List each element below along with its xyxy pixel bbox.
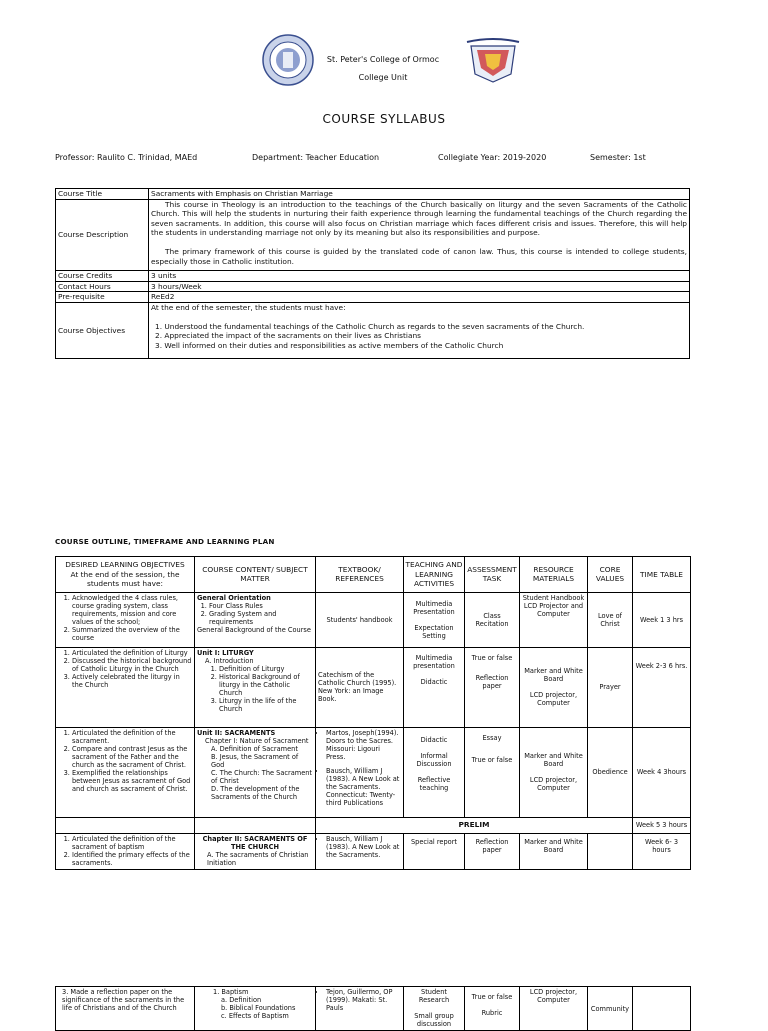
contact-hours-row — [56, 281, 690, 292]
list-item: LCD projector, Computer — [529, 776, 578, 793]
resource-cell — [520, 727, 588, 817]
objectives-cell — [56, 833, 195, 869]
course-credits-label: Course Credits — [56, 271, 149, 282]
list-item: Reflection paper — [475, 673, 509, 690]
course-title-value: Sacraments with Emphasis on Christian Marriage — [149, 189, 690, 200]
list-item: Didactic — [420, 735, 448, 744]
list-item: Informal Discussion — [416, 751, 452, 768]
content-extra: General Background of the Course — [197, 625, 311, 634]
list-item: Student Research — [418, 988, 450, 1004]
list-item: 2. Compare and contrast Jesus as the sacrament of the Father and the church as the sacrament of Christ. — [72, 745, 192, 769]
list-item: 1. Acknowledged the 4 class rules, course grading system, class requirements, mission and core values of the school; — [72, 594, 192, 626]
course-objectives-row — [56, 302, 690, 358]
collegiate-year-info: Collegiate Year: 2019-2020 — [438, 153, 547, 162]
core-cell: Prayer — [588, 647, 633, 727]
table-row — [56, 833, 691, 869]
content-title: Unit II: SACRAMENTS — [197, 728, 276, 737]
description-paragraph: This course in Theology is an introduction to the teachings of the Church basically on liturgy and the seven Sacraments of the Catholic Church. This will help the students in nurturing their faith experience through learning the fundamental teachings of the Church regarding the seven sacraments. In addition, this course will also focus on Christian marriage which faces different crisis and issues. Therefore, this will help the students in understanding marriage not only by its meaning but also its responsibilities and purpose. — [151, 199, 687, 238]
list-item: C. The Church: The Sacrament of Christ — [211, 768, 313, 785]
course-description-row — [56, 199, 690, 271]
time-cell: Week 4 3hours — [633, 727, 691, 817]
list-item: • Tejon, Guillermo, OP (1999). Makati: St. Pauls — [326, 988, 401, 1012]
list-item: 1. Articulated the definition of Liturgy — [72, 649, 192, 657]
assessment-cell: Reflection paper — [465, 833, 520, 869]
content-sub: A. Introduction — [205, 656, 254, 665]
content-title: Chapter II: SACRAMENTS OF THE CHURCH — [202, 834, 308, 851]
objectives-cell — [56, 727, 195, 817]
content-title: General Orientation — [197, 593, 271, 602]
contact-hours-label: Contact Hours — [56, 281, 149, 292]
list-item: c. Effects of Baptism — [221, 1012, 289, 1020]
prerequisite-row — [56, 292, 690, 303]
list-item: Multimedia presentation — [413, 653, 455, 670]
list-item: 1. Baptism — [213, 988, 249, 996]
textbook-cell — [316, 833, 404, 869]
prerequisite-value: ReEd2 — [149, 292, 690, 303]
teaching-cell — [404, 592, 465, 647]
core-cell: Love of Christ — [588, 592, 633, 647]
time-cell: Week 5 3 hours — [633, 817, 691, 833]
content-cell — [195, 647, 316, 727]
header-row — [56, 557, 691, 593]
col-core: CORE VALUES — [588, 557, 633, 593]
list-item: • Martos, Joseph(1994). Doors to the Sacres. Missouri: Ligouri Press. — [326, 729, 401, 761]
list-item: 1. Four Class Rules — [209, 602, 313, 610]
list-item: 2. Discussed the historical background of Catholic Liturgy in the Church — [72, 657, 192, 673]
content-cell — [195, 833, 316, 869]
resource-cell: Student Handbook LCD Projector and Computer — [520, 592, 588, 647]
list-item: 1. Articulated the definition of the sacrament of baptism — [72, 835, 192, 851]
core-cell — [588, 833, 633, 869]
col-objectives-title: DESIRED LEARNING OBJECTIVES — [65, 560, 185, 569]
list-item: 1. Definition of Liturgy — [219, 665, 313, 673]
learning-plan-table — [55, 556, 691, 870]
school-seal-logo — [262, 34, 314, 86]
resource-cell: LCD projector, Computer — [520, 987, 588, 1031]
list-item: 2. Identified the primary effects of the sacraments. — [72, 851, 192, 867]
page-title: COURSE SYLLABUS — [322, 112, 446, 126]
contact-hours-value: 3 hours/Week — [149, 281, 690, 292]
course-title-row — [56, 189, 690, 200]
objectives-cell — [56, 647, 195, 727]
col-time: TIME TABLE — [633, 557, 691, 593]
list-item: Marker and White Board — [524, 752, 583, 769]
empty-cell — [56, 817, 195, 833]
col-teaching: TEACHING AND LEARNING ACTIVITIES — [404, 557, 465, 593]
objective-item: 3. Well informed on their duties and responsibilities as active members of the Catholic Church — [155, 340, 504, 350]
list-item: 2. Historical Background of liturgy in the Catholic Church — [219, 673, 313, 697]
list-item: b. Biblical Foundations — [221, 1004, 296, 1012]
resource-cell — [520, 647, 588, 727]
course-title-label: Course Title — [56, 189, 149, 200]
department-info: Department: Teacher Education — [252, 153, 380, 162]
content-cell — [195, 592, 316, 647]
content-title: Unit I: LITURGY — [197, 648, 254, 657]
col-objectives-subtitle: At the end of the session, the students must have: — [70, 569, 180, 589]
learning-plan-table-continued — [55, 986, 691, 1031]
list-item: Small group discussion — [414, 1012, 454, 1028]
objective-item: 2. Appreciated the impact of the sacraments on their lives as Christians — [155, 331, 422, 341]
list-item: D. The development of the Sacraments of the Church — [211, 784, 300, 801]
list-item: True or false — [471, 993, 513, 1001]
list-item: 3. Actively celebrated the liturgy in the Church — [72, 673, 192, 689]
list-item: Rubric — [481, 1009, 503, 1017]
list-item: A. The sacraments of Christian Initiation — [207, 850, 309, 867]
outline-heading: COURSE OUTLINE, TIMEFRAME AND LEARNING PLAN — [55, 537, 275, 546]
semester-info: Semester: 1st — [590, 153, 646, 162]
col-textbook: TEXTBOOK/ REFERENCES — [316, 557, 404, 593]
list-item: Didactic — [420, 677, 448, 686]
course-description-value — [149, 199, 690, 271]
course-credits-value: 3 units — [149, 271, 690, 282]
objectives-cell — [56, 592, 195, 647]
list-item: True or false — [471, 755, 513, 764]
empty-cell — [195, 817, 316, 833]
list-item: 3. Exemplified the relationships between Jesus as sacrament of God and church as sacrament of Christ. — [72, 769, 192, 793]
assessment-cell — [465, 647, 520, 727]
resource-cell: Marker and White Board — [520, 833, 588, 869]
course-objectives-label: Course Objectives — [56, 302, 149, 358]
table-row — [56, 727, 691, 817]
textbook-cell: Catechism of the Catholic Church (1995). New York: an Image Book. — [316, 647, 404, 727]
list-item: • Bausch, William J (1983). A New Look at the Sacraments. Connecticut: Twenty-third Publications — [326, 767, 401, 807]
course-description-label: Course Description — [56, 199, 149, 271]
assessment-cell: Class Recitation — [465, 592, 520, 647]
course-info-table — [55, 188, 690, 359]
col-resource: RESOURCE MATERIALS — [520, 557, 588, 593]
list-item: 3. Liturgy in the life of the Church — [219, 697, 313, 713]
table-row — [56, 647, 691, 727]
objectives-intro: At the end of the semester, the students must have: — [151, 302, 346, 312]
prerequisite-label: Pre-requisite — [56, 292, 149, 303]
core-cell: Community — [588, 987, 633, 1031]
list-item: B. Jesus, the Sacrament of God — [211, 752, 299, 769]
list-item: Essay — [482, 733, 502, 742]
table-row — [56, 592, 691, 647]
description-paragraph: The primary framework of this course is guided by the translated code of canon law. Thus, this course is intended to college students, especially those in Catholic institution. — [151, 246, 687, 266]
content-cell — [195, 727, 316, 817]
crest-logo — [465, 38, 521, 84]
course-credits-row — [56, 271, 690, 282]
teaching-cell — [404, 727, 465, 817]
school-name: St. Peter's College of Ormoc — [326, 55, 440, 64]
list-item: 1. Articulated the definition of the sacrament. — [72, 729, 192, 745]
assessment-cell — [465, 727, 520, 817]
core-cell: Obedience — [588, 727, 633, 817]
col-assessment: ASSESSMENT TASK — [465, 557, 520, 593]
list-item: Multimedia Presentation — [413, 599, 455, 616]
textbook-cell: Students' handbook — [316, 592, 404, 647]
col-content: COURSE CONTENT/ SUBJECT MATTER — [195, 557, 316, 593]
col-objectives — [56, 557, 195, 593]
professor-info: Professor: Raulito C. Trinidad, MAEd — [55, 153, 198, 162]
teaching-cell: Special report — [404, 833, 465, 869]
time-cell: Week 1 3 hrs — [633, 592, 691, 647]
list-item: LCD projector, Computer — [529, 691, 578, 708]
list-item: 2. Grading System and requirements — [209, 610, 313, 626]
list-item: 3. Made a reflection paper on the significance of the sacraments in the life of Christians and of the Church — [62, 988, 185, 1012]
prelim-row — [56, 817, 691, 833]
teaching-cell — [404, 647, 465, 727]
list-item: Reflective teaching — [417, 775, 451, 792]
objective-item: 1. Understood the fundamental teachings of the Catholic Church as regards to the seven sacraments of the Church. — [155, 321, 585, 331]
list-item: • Bausch, William J (1983). A New Look at the Sacraments. — [326, 835, 401, 859]
textbook-cell — [316, 727, 404, 817]
time-cell: Week 2-3 6 hrs. — [633, 647, 691, 727]
course-objectives-value — [149, 302, 690, 358]
content-sub: Chapter I: Nature of Sacrament — [205, 736, 309, 745]
list-item: a. Definition — [221, 996, 262, 1004]
list-item: A. Definition of Sacrament — [211, 744, 298, 753]
list-item: Expectation Setting — [414, 623, 454, 640]
school-unit: College Unit — [358, 73, 408, 82]
prelim-label: PRELIM — [316, 817, 633, 833]
time-cell: Week 6- 3 hours — [633, 833, 691, 869]
list-item: Marker and White Board — [524, 667, 583, 684]
list-item: 2. Summarized the overview of the course — [72, 626, 192, 642]
list-item: True or false — [471, 653, 513, 662]
